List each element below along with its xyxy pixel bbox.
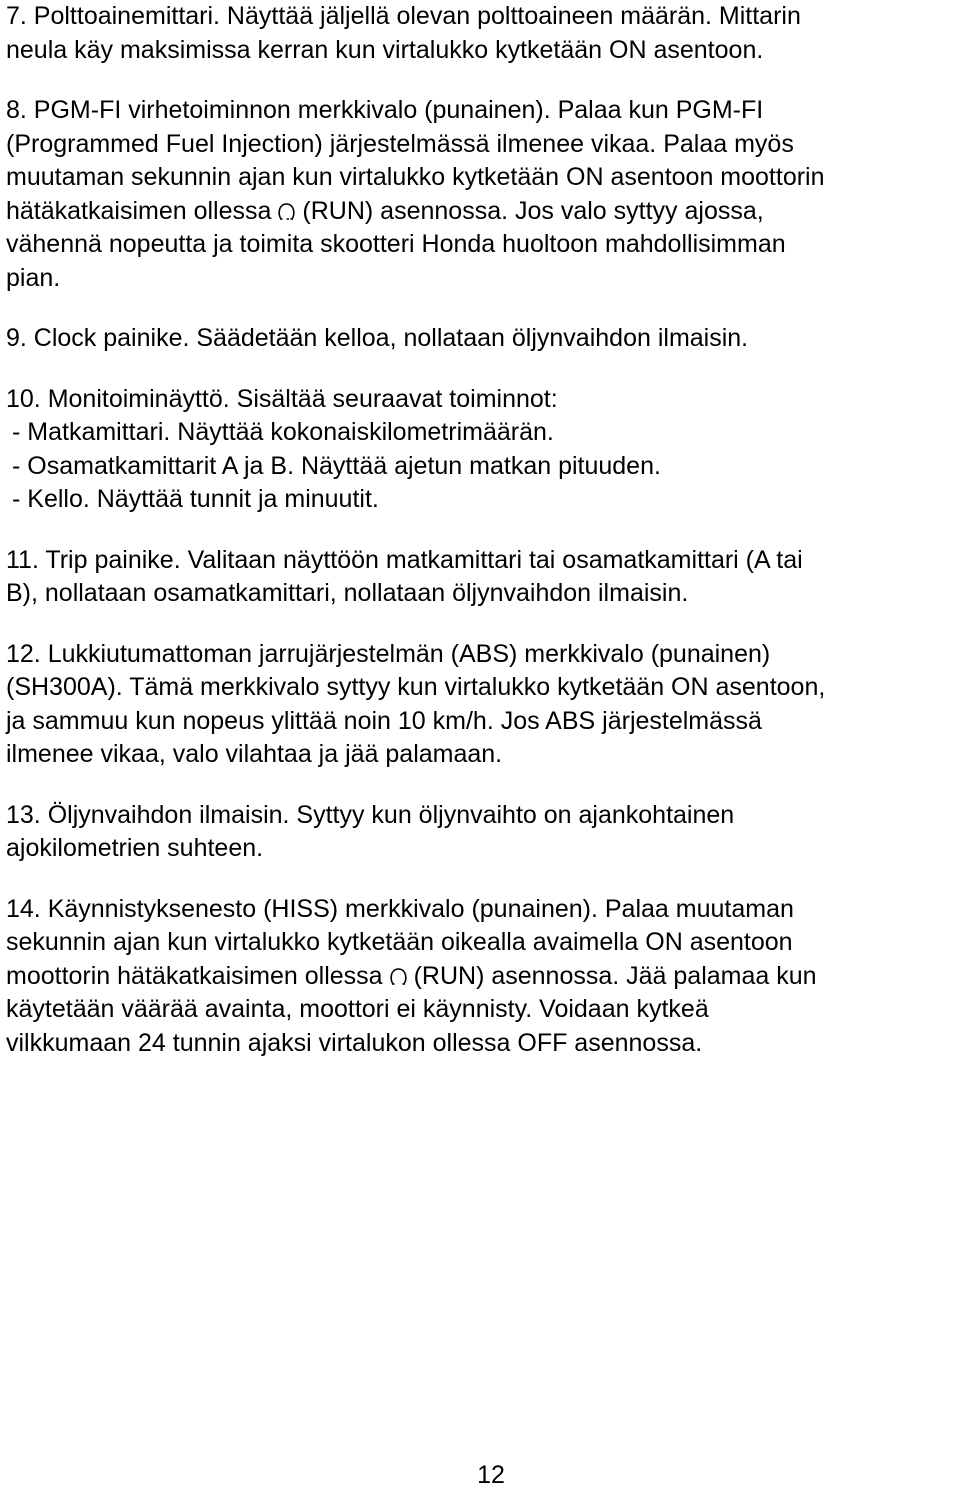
item-8-pgm-fi-indicator xyxy=(6,94,960,295)
text-line: pian. xyxy=(6,263,61,292)
text-segment: (RUN) asennossa. Jää palamaa kun xyxy=(413,961,817,990)
text-segment: hätäkatkaisimen ollessa xyxy=(6,196,272,225)
text-line: - Osamatkamittarit A ja B. Näyttää ajetun matkan pituuden. xyxy=(12,451,661,480)
text-line: käytetään väärää avainta, moottori ei käynnisty. Voidaan kytkeä xyxy=(6,995,709,1023)
text-line: (SH300A). Tämä merkkivalo syttyy kun virtalukko kytketään ON asentoon, xyxy=(6,673,826,701)
text-line: - Matkamittari. Näyttää kokonaiskilometrimäärän. xyxy=(12,418,554,446)
text-line: neula käy maksimissa kerran kun virtalukko kytketään ON asentoon. xyxy=(6,35,764,64)
text-line: 7. Polttoainemittari. Näyttää jäljellä olevan polttoaineen määrän. Mittarin xyxy=(6,2,801,30)
text-line: 11. Trip painike. Valitaan näyttöön matkamittari tai osamatkamittari (A tai xyxy=(6,545,803,574)
text-line: 10. Monitoiminäyttö. Sisältää seuraavat toiminnot: xyxy=(6,384,558,413)
text-line: 8. PGM-FI virhetoiminnon merkkivalo (punainen). Palaa kun PGM-FI xyxy=(6,96,764,124)
text-line: ja sammuu kun nopeus ylittää noin 10 km/h. Jos ABS järjestelmässä xyxy=(6,706,762,735)
text-line: 14. Käynnistyksenesto (HISS) merkkivalo (punainen). Palaa muutaman xyxy=(6,894,794,923)
item-11-trip-button xyxy=(6,544,960,611)
text-line: sekunnin ajan kun virtalukko kytketään oikealla avaimella ON asentoon xyxy=(6,928,793,956)
item-13-oil-change-indicator xyxy=(6,799,960,866)
text-segment: moottorin hätäkatkaisimen ollessa xyxy=(6,961,383,990)
text-line: B), nollataan osamatkamittari, nollataan öljynvaihdon ilmaisin. xyxy=(6,579,689,607)
text-line: vilkkumaan 24 tunnin ajaksi virtalukon ollessa OFF asennossa. xyxy=(6,1028,703,1057)
text-line: 12. Lukkiutumattoman jarrujärjestelmän (ABS) merkkivalo (punainen) xyxy=(6,639,771,668)
manual-page xyxy=(6,0,960,1060)
item-10-multi-display xyxy=(6,383,960,517)
item-12-abs-indicator xyxy=(6,638,960,772)
text-line xyxy=(6,960,960,994)
run-switch-icon xyxy=(389,962,408,982)
text-line: (Programmed Fuel Injection) järjestelmässä ilmenee vikaa. Palaa myös xyxy=(6,129,794,158)
item-14-hiss-indicator xyxy=(6,893,960,1061)
run-switch-icon xyxy=(277,197,296,217)
page-number: 12 xyxy=(477,1461,505,1489)
text-line: 13. Öljynvaihdon ilmaisin. Syttyy kun öljynvaihto on ajankohtainen xyxy=(6,800,735,829)
text-line: vähennä nopeutta ja toimita skootteri Honda huoltoon mahdollisimman xyxy=(6,230,786,258)
text-line: ajokilometrien suhteen. xyxy=(6,834,264,862)
text-line xyxy=(6,195,960,229)
item-9-clock-button xyxy=(6,322,960,356)
text-segment: (RUN) asennossa. Jos valo syttyy ajossa, xyxy=(302,196,764,225)
item-7-fuel-gauge xyxy=(6,0,960,67)
text-line: ilmenee vikaa, valo vilahtaa ja jää palamaan. xyxy=(6,740,503,768)
text-line: muutaman sekunnin ajan kun virtalukko kytketään ON asentoon moottorin xyxy=(6,163,825,191)
text-line: 9. Clock painike. Säädetään kelloa, nollataan öljynvaihdon ilmaisin. xyxy=(6,324,749,352)
text-line: - Kello. Näyttää tunnit ja minuutit. xyxy=(12,485,379,513)
